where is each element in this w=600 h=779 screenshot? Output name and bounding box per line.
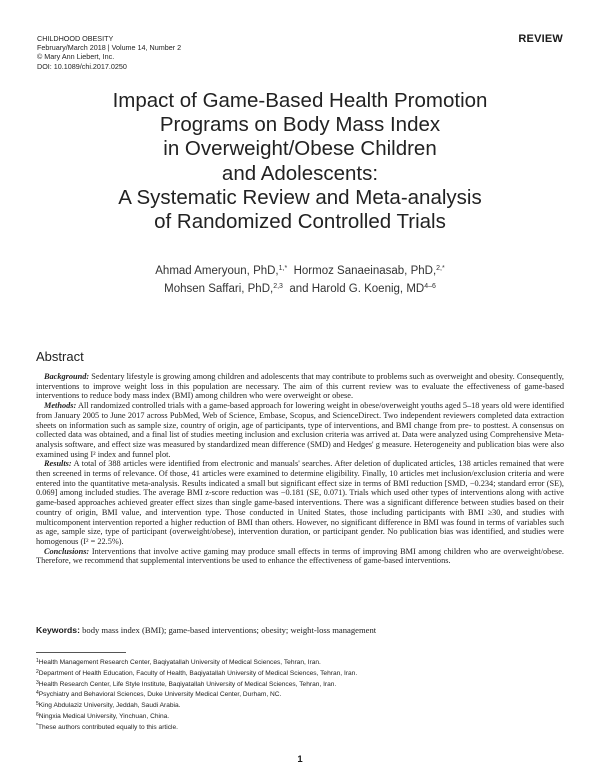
footnote: *These authors contributed equally to this article. (36, 722, 178, 731)
journal-copyright: © Mary Ann Liebert, Inc. (37, 52, 115, 62)
abstract-results (36, 459, 564, 546)
abstract-background (36, 372, 564, 401)
keywords (36, 625, 564, 635)
background-label: Background: (44, 372, 90, 381)
footnote: $^3$Health Research Center, Life Style Institute, Baqiyatallah University of Medical Sciences, Tehran, Iran. (36, 679, 337, 688)
author-list (40, 262, 560, 298)
author-name: Ahmad Ameryoun, PhD, (155, 265, 279, 277)
footnote: $^4$Psychiatry and Behavioral Sciences, Duke University Medical Center, Durham, NC. (36, 690, 282, 699)
methods-text: All randomized controlled trials with a game-based approach for lowering weight in obese/overweight youths aged 5–18 years old were identified from January 2005 to June 2017 across PubMed, Web of Science, Embase, Scopus, and ScienceDirect. Two independent reviewers completed data extraction sheets on information such as sample size, country of origin, age of participants, type of interventions, and BMI change from pre- to posttest. A consensus on collected data was obtained, and a final list of studies meeting inclusion and exclusion criteria was arrived at. Data were analyzed using Comprehensive Meta-analysis software, and effect size was measured by standardized mean difference (SMD) and Hedges' g measure. Heterogeneity and publication bias were also examined using I² index and funnel plot. (36, 401, 564, 459)
article-title (40, 89, 560, 234)
affiliation-footnotes (36, 658, 564, 734)
affiliation-mark: 2,* (436, 265, 445, 272)
abstract-methods (36, 401, 564, 459)
affiliation-mark: 2,3 (273, 283, 283, 290)
journal-doi[interactable]: DOI: 10.1089/chi.2017.0250 (37, 61, 127, 71)
journal-info (37, 34, 181, 71)
title-line: Programs on Body Mass Index (159, 113, 441, 137)
abstract-heading: Abstract (36, 349, 84, 364)
title-line: of Randomized Controlled Trials (154, 210, 446, 234)
abstract-body (36, 372, 564, 566)
journal-issue: February/March 2018 | Volume 14, Number 2 (37, 43, 182, 53)
footnote: $^2$Department of Health Education, Faculty of Health, Baqiyatallah University of Medical Sciences, Tehran, Iran. (36, 668, 358, 677)
abstract-conclusions (36, 547, 564, 566)
conclusions-text: Interventions that involve active gaming may produce small effects in terms of improving BMI among children who are overweight/obese. Therefore, we recommend that supplemental interventions be used to enhance the effectiveness of game-based interventions. (36, 546, 565, 566)
author-name: Hormoz Sanaeinasab, PhD, (293, 265, 437, 277)
title-line: in Overweight/Obese Children (163, 137, 437, 161)
methods-label: Methods: (44, 401, 77, 411)
title-line: and Adolescents: (221, 161, 379, 185)
affiliation-mark: 4–6 (424, 283, 436, 290)
page-number: 1 (297, 754, 303, 765)
keywords-label: Keywords: (36, 625, 80, 635)
affiliation-mark: 1,* (278, 265, 288, 272)
author-name: and Harold G. Koenig, MD (289, 283, 425, 295)
footnote: $^1$Health Management Research Center, Baqiyatallah University of Medical Sciences, Tehran, Iran. (36, 658, 321, 666)
author-name: Mohsen Saffari, PhD, (164, 283, 274, 295)
title-line: Impact of Game-Based Health Promotion (112, 89, 488, 112)
conclusions-label: Conclusions: (44, 546, 90, 556)
footnote: $^5$King Abdulaziz University, Jeddah, Saudi Arabia. (36, 701, 181, 710)
footnote: $^6$Ningxia Medical University, Yinchuan, China. (36, 711, 170, 720)
results-text: A total of 388 articles were identified from electronic and manuals' searches. After deletion of duplicated articles, 138 articles remained that were then screened in terms of relevance. Of those, 41 articles were examined to determine eligibility. Finally, 10 articles met inclusion/exclusion criteria and were entered into the quantitative meta-analysis. Results indicated a small but significant effect size in terms of BMI reduction [SMD, −0.234; standard error (SE), 0.069] among included studies. The average BMI z-score reduction was −0.181 (SE, 0.071). Trials which used other types of interventions along with active game-based approaches achieved greater effect sizes than single game-based interventions. There was a significant difference between studies based on their country of origin, BMI value, and intervention type. Those conducted in United States, those including participants with BMI ≥30, and studies with multicomponent intervention reported a higher reduction of BMI than others. However, no significant difference in BMI was found in terms of variables such as age, sample size, type of participant (overweight/obese), intervention duration, or participant gender. No publication bias was identified, and studies were homogenous (I² = 22.5%). (36, 459, 564, 546)
background-text: Sedentary lifestyle is growing among children and adolescents that may contribute to problems such as overweight and obesity. Consequently, interventions to improve weight loss in this population are necessary. The aim of this current review was to evaluate the effectiveness of game-based interventions to reduce body mass index (BMI) among children who were overweight or obese. (36, 372, 564, 401)
journal-name: CHILDHOOD OBESITY (37, 34, 114, 43)
footnote-divider (36, 652, 126, 653)
keywords-text: body mass index (BMI); game-based interventions; obesity; weight-loss management (82, 625, 377, 635)
title-line: A Systematic Review and Meta-analysis (118, 185, 482, 209)
section-label: REVIEW (518, 33, 563, 45)
results-label: Results: (44, 459, 72, 469)
